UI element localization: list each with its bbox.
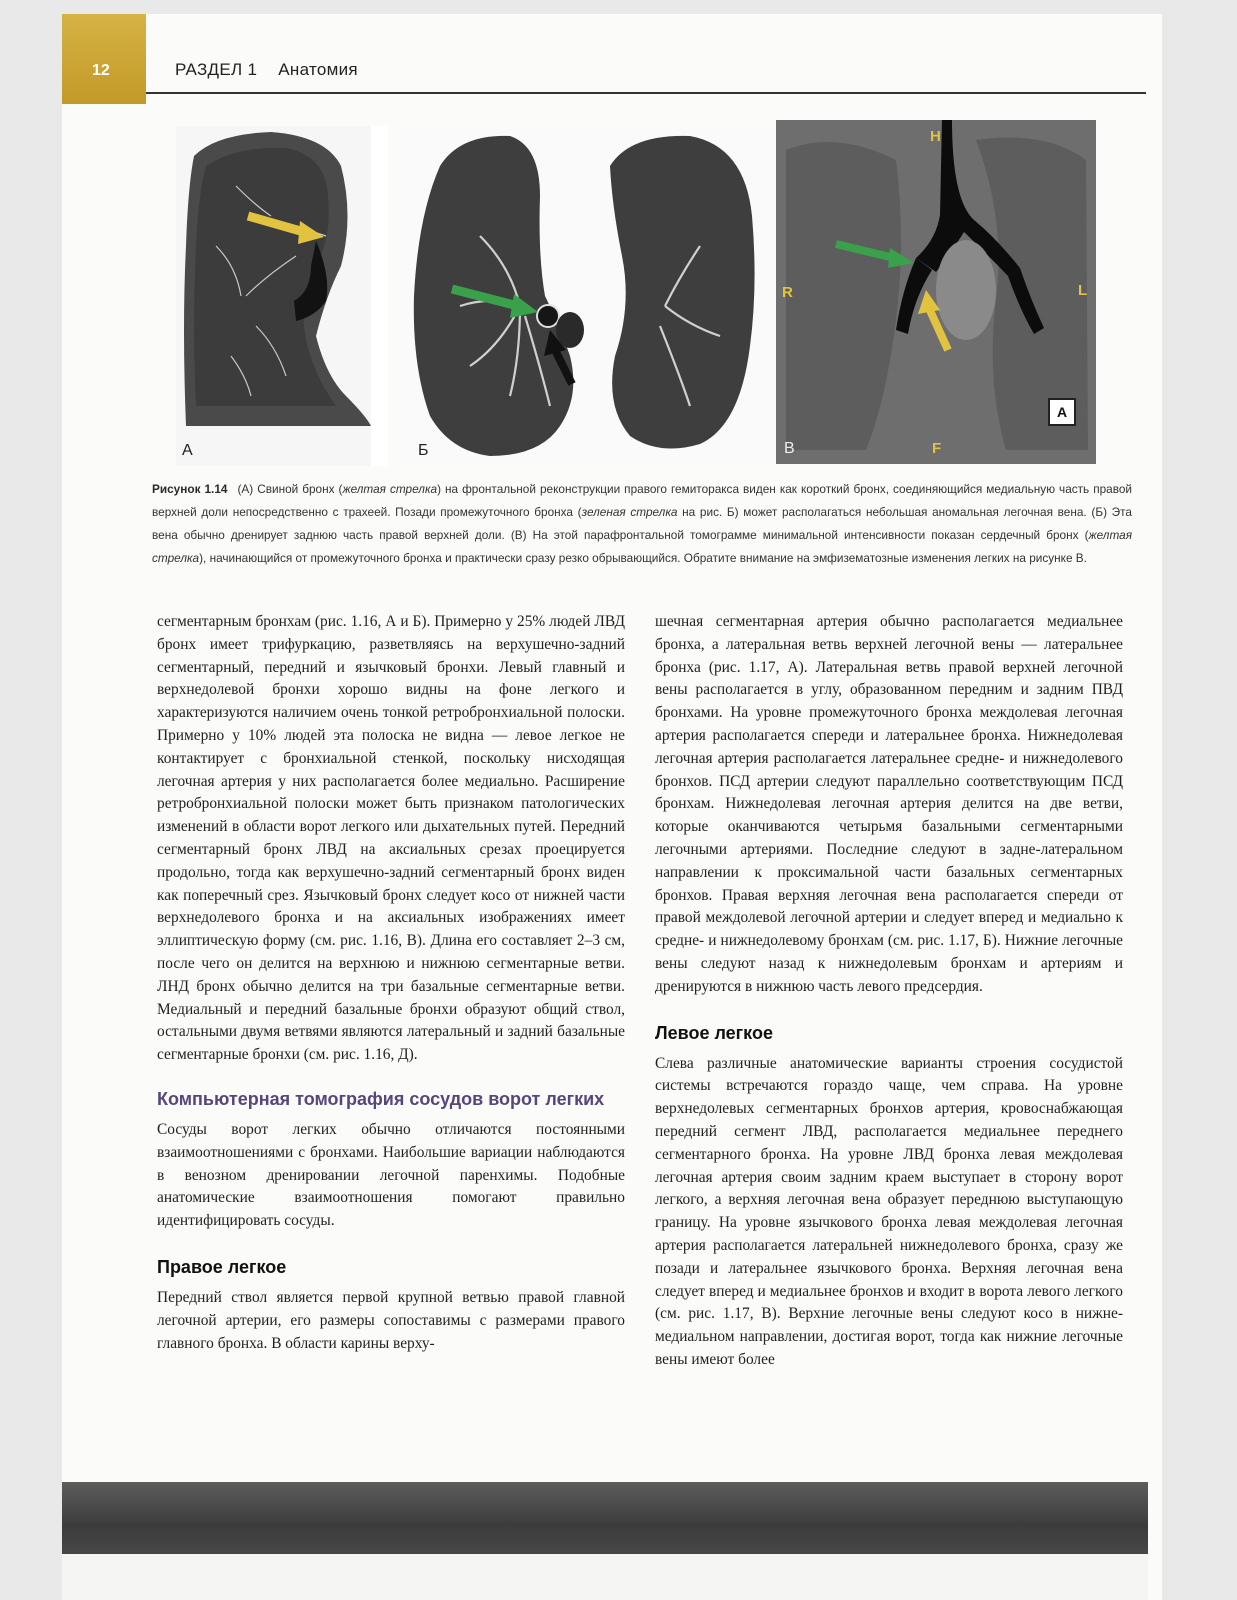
page-number-tab: [62, 14, 146, 104]
running-header: [175, 60, 358, 80]
panel-letter-b: Б: [418, 442, 429, 459]
section-title: Анатомия: [278, 60, 358, 79]
overlay-label-top: H: [930, 128, 941, 145]
figure-panel-c: [776, 120, 1096, 464]
header-rule: [146, 92, 1146, 94]
page-number: 12: [92, 62, 110, 79]
figure-caption: [152, 478, 1132, 570]
caption-italic-fragment: желтая стрелка: [152, 528, 1132, 565]
overlay-label-right-side: R: [782, 284, 793, 301]
caption-italic-fragment: желтая стрелка: [342, 482, 438, 496]
ct-image-b: [400, 126, 780, 466]
subsection-heading: Правое легкое: [157, 1256, 287, 1277]
body-paragraph: шечная сегментарная артерия обычно располагается медиальнее бронха, а латеральная ветвь верхней легочной вены — латеральнее бронха (рис. 1.17, А). Латеральная ветвь правой верхней легочной вены располагается в углу, образованном передним и задним ПВД бронхами. На уровне промежуточного бронха междолевая легочная артерия располагается спереди и латеральнее бронха. Нижнедолевая легочная артерия располагается латеральнее средне- и нижнедолевого бронхов. ПСД артерии следуют параллельно соответствующим ПСД бронхам. Нижнедолевая легочная артерия делится на две ветви, которые оканчиваются четырьмя базальными сегментарными легочными артериями. Последние следуют в заднe-латеральном направлении к проксимальной части базальных сегментарных бронхов. Правая верхняя легочная вена располагается спереди от правой междолевой легочной артерии и следует вперед и медиально к средне- и нижнедолевому бронхам (см. рис. 1.17, Б). Нижние легочные вены следуют назад к нижнедолевым бронхам и артериям и дренируются в нижнюю часть левого предсердия.: [655, 613, 1123, 995]
caption-fragment: на рис. Б) может располагаться небольшая аномальная легочная вена. (Б) Эта вена обычно дренирует заднюю часть правой верхней доли. (В) На этой парафронтальной томограмме минимальной интенсивности показан сердечный бронх (: [152, 505, 1132, 542]
figure-label: Рисунок 1.14: [152, 482, 228, 496]
section-label: РАЗДЕЛ 1: [175, 60, 258, 79]
panel-letter-a: А: [182, 442, 193, 459]
body-paragraph: Слева различные анатомические варианты строения сосудистой системы встречаются гораздо чаще, чем справа. На уровне верхнедолевых сегментарных бронхов артерия, кровоснабжающая передний сегмент ЛВД, располагается медиальнее переднего сегментарного бронха. На уровне ЛВД бронха левая междолевая легочная артерия своим задним краем выступает в сторону ворот легкого, а верхняя легочная вена образует переднюю выступающую границу. На уровне язычкового бронха левая междолевая легочная артерия располагается латеральней нижнедолевого бронха, сразу же позади и латеральнее язычкового бронха. Верхняя легочная вена следует вперед и медиальнее бронхов и входит в ворота левого легкого (см. рис. 1.17, В). Верхние легочные вены следуют косо в нижне-медиальном направлении, достигая ворот, тогда как нижние легочные вены имеют более: [655, 1054, 1123, 1368]
text-column-right: [655, 611, 1123, 1372]
text-column-left: [157, 611, 625, 1355]
scan-shadow-band: [62, 1482, 1148, 1554]
caption-italic-fragment: зеленая стрелка: [581, 505, 678, 519]
caption-fragment: (А) Свиной бронх (: [237, 482, 343, 496]
ct-image-a: [176, 126, 388, 466]
figure-caption-text: [152, 482, 1132, 565]
caption-fragment: ), начинающийся от промежуточного бронха и практически сразу резко обрывающийся. Обратите внимание на эмфизематозные изменения легких на рисунке В.: [199, 551, 1087, 565]
overlay-label-bottom: F: [932, 440, 942, 457]
figure-panel-b: [400, 126, 780, 466]
body-paragraph: Передний ствол является первой крупной ветвью правой главной легочной артерии, его размеры сопоставимы с размерами правого главного бронха. В области карины верху-: [157, 1288, 625, 1352]
subsection-heading: Левое легкое: [655, 1022, 773, 1043]
section-heading: Компьютерная томография сосудов ворот легких: [157, 1088, 605, 1109]
body-paragraph: сегментарным бронхам (рис. 1.16, А и Б). Примерно у 25% людей ЛВД бронх имеет трифуркацию, разветвляясь на верхушечно-задний сегментарный, передний и язычковый бронхи. Левый главный и верхнедолевой бронхи хорошо видны на фоне легкого и характеризуются наличием очень тонкой ретробронхиальной полоски. Примерно у 10% людей эта полоска не видна — левое легкое не контактирует с бронхиальной стенкой, поскольку нисходящая легочная артерия у них располагается более медиально. Расширение ретробронхиальной полоски может быть признаком патологических изменений в области ворот легкого или дыхательных путей. Передний сегментарный бронх ЛВД на аксиальных срезах проецируется продольно, тогда как верхушечно-задний сегментарный бронх виден как поперечный срез. Язычковый бронх следует косо от нижней части верхнедолевого бронха и на аксиальных изображениях имеет эллиптическую форму (см. рис. 1.16, В). Длина его составляет 2–3 см, после чего он делится на верхнюю и нижнюю сегментарные ветви. ЛНД бронх обычно делится на три базальные сегментарные ветви. Медиальный и передний базальные бронхи образуют общий ствол, остальными двумя ветвями являются латеральный и задний базальные сегментарные бронхи (см. рис. 1.16, Д).: [157, 613, 625, 1064]
orientation-marker: A: [1048, 398, 1076, 426]
figure-panel-a: [176, 126, 388, 466]
caption-fragment: ) на фронтальной реконструкции правого гемиторакса виден как короткий бронх, соединяющийся медиальную часть правой верхней доли непосредственно с трахеей. Позади промежуточного бронха (: [152, 482, 1132, 519]
overlay-label-left-side: L: [1078, 282, 1088, 299]
page-bottom-margin: [62, 1554, 1148, 1600]
body-paragraph: Сосуды ворот легких обычно отличаются постоянными взаимоотношениями с бронхами. Наибольшие вариации наблюдаются в венозном дренировании легочной паренхимы. Подобные анатомические взаимоотношения помогают правильно идентифицировать сосуды.: [157, 1120, 625, 1230]
panel-letter-c: В: [784, 440, 795, 457]
